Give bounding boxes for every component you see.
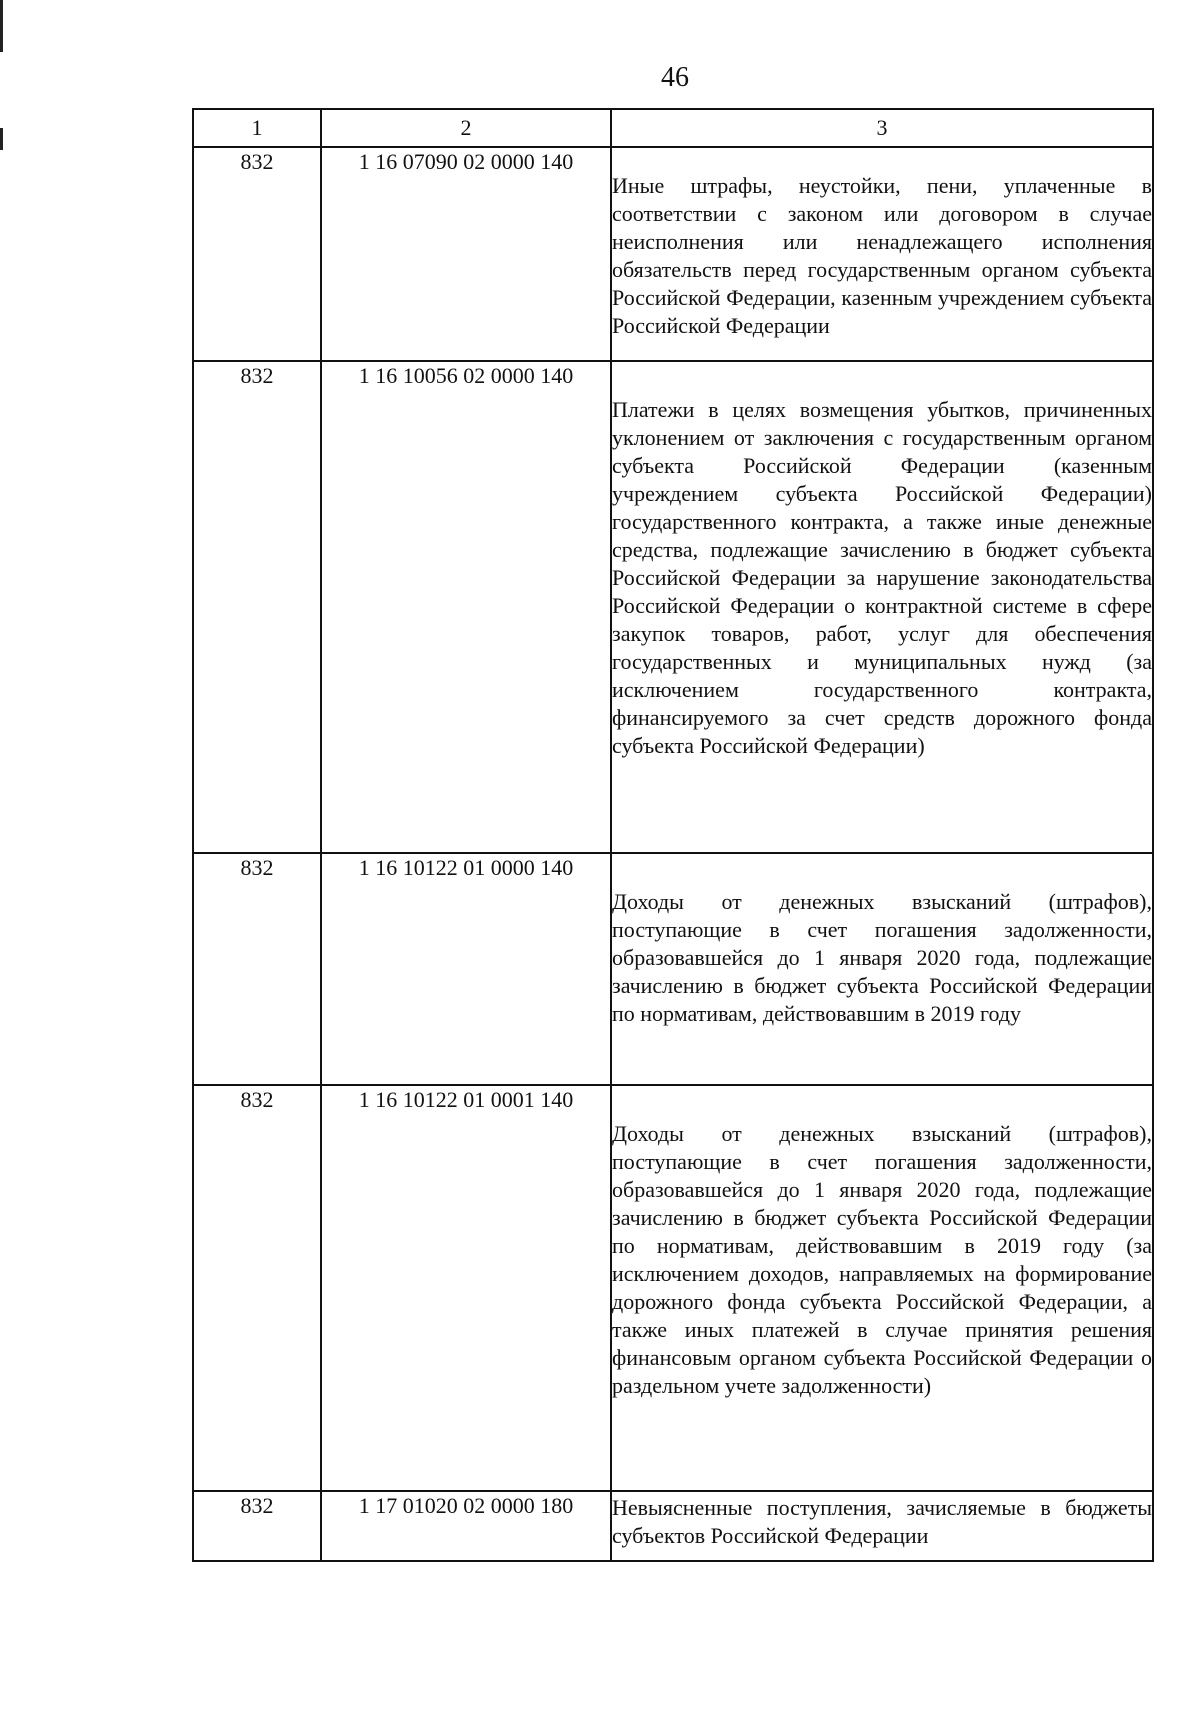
description-cell: [611, 1491, 1153, 1561]
kbk-code-cell: 1 16 07090 02 0000 140: [321, 147, 611, 361]
table-row: [193, 1085, 1153, 1491]
table-row: [193, 147, 1153, 361]
description-text: Доходы от денежных взысканий (штрафов), поступающие в счет погашения задолженности, образовавшейся до 1 января 2020 года, подлежащие зачислению в бюджет субъекта Российской Федерации по нормативам, действовавшим в 2019 году: [612, 889, 1152, 1026]
kbk-code-cell: 1 17 01020 02 0000 180: [321, 1491, 611, 1561]
kbk-code-cell: 1 16 10122 01 0001 140: [321, 1085, 611, 1491]
column-header-1: 1: [193, 109, 321, 147]
description-text: Иные штрафы, неустойки, пени, уплаченные в соответствии с законом или договором в случае неисполнения или ненадлежащего исполнения обязательств перед государственным органом субъекта Российской Федерации, казенным учреждением субъекта Российской Федерации: [612, 173, 1152, 338]
column-header-3: 3: [611, 109, 1153, 147]
description-cell: [611, 1085, 1153, 1491]
margin-mark-middle: [0, 128, 3, 150]
table-row: [193, 1491, 1153, 1561]
table-row: [193, 361, 1153, 853]
page-number: 46: [661, 62, 689, 93]
revenue-codes-table: [192, 108, 1154, 1562]
table-header-row: [193, 109, 1153, 147]
column-header-2: 2: [321, 109, 611, 147]
admin-code-cell: 832: [193, 1491, 321, 1561]
description-text: Невыясненные поступления, зачисляемые в бюджеты субъектов Российской Федерации: [612, 1495, 1152, 1548]
admin-code-cell: 832: [193, 361, 321, 853]
description-text: Доходы от денежных взысканий (штрафов), поступающие в счет погашения задолженности, образовавшейся до 1 января 2020 года, подлежащие зачислению в бюджет субъекта Российской Федерации по нормативам, действовавшим в 2019 году (за исключением доходов, направляемых на формирование дорожного фонда субъекта Российской Федерации, а также иных платежей в случае принятия решения финансовым органом субъекта Российской Федерации о раздельном учете задолженности): [612, 1121, 1152, 1398]
description-cell: [611, 361, 1153, 853]
table-row: [193, 853, 1153, 1085]
description-cell: [611, 147, 1153, 361]
kbk-code-cell: 1 16 10122 01 0000 140: [321, 853, 611, 1085]
kbk-code-cell: 1 16 10056 02 0000 140: [321, 361, 611, 853]
admin-code-cell: 832: [193, 853, 321, 1085]
description-text: Платежи в целях возмещения убытков, причиненных уклонением от заключения с государственным органом субъекта Российской Федерации (казенным учреждением субъекта Российской Федерации) государственного контракта, а также иные денежные средства, подлежащие зачислению в бюджет субъекта Российской Федерации за нарушение законодательства Российской Федерации о контрактной системе в сфере закупок товаров, работ, услуг для обеспечения государственных и муниципальных нужд (за исключением государственного контракта, финансируемого за счет средств дорожного фонда субъекта Российской Федерации): [612, 397, 1152, 758]
admin-code-cell: 832: [193, 1085, 321, 1491]
margin-mark-top: [0, 0, 3, 52]
description-cell: [611, 853, 1153, 1085]
admin-code-cell: 832: [193, 147, 321, 361]
